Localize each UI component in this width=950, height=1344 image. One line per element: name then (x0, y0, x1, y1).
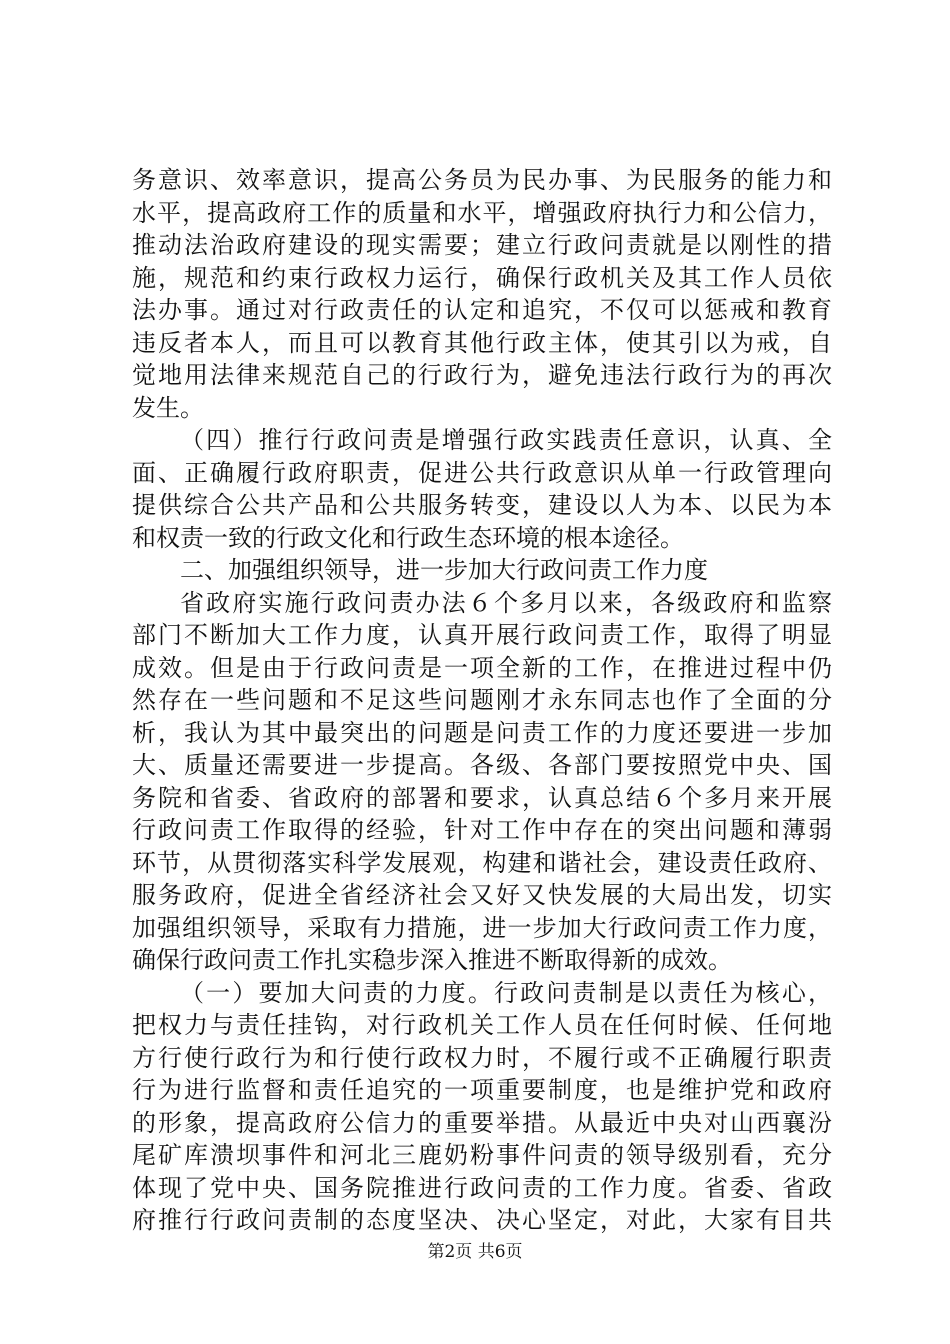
text-line: 然存在一些问题和不足这些问题刚才永东同志也作了全面的分 (132, 686, 832, 714)
page-number-footer: 第2页 共6页 (427, 1242, 523, 1262)
text-line: （四）推行行政问责是增强行政实践责任意识，认真、全 (180, 426, 832, 454)
text-line: 析，我认为其中最突出的问题是问责工作的力度还要进一步加 (132, 718, 832, 747)
text-line: 法办事。通过对行政责任的认定和追究，不仅可以惩戒和教育 (132, 296, 832, 324)
text-line: 确保行政问责工作扎实稳步深入推进不断取得新的成效。 (132, 946, 732, 974)
text-line: 的形象，提高政府公信力的重要举措。从最近中央对山西襄汾 (132, 1108, 832, 1137)
text-line: 推动法治政府建设的现实需要；建立行政问责就是以刚性的措 (132, 231, 832, 259)
text-line: 体现了党中央、国务院推进行政问责的工作力度。省委、省政 (132, 1173, 832, 1202)
text-line: （一）要加大问责的力度。行政问责制是以责任为核心， (180, 978, 832, 1007)
text-line: 提供综合公共产品和公共服务转变，建设以人为本、以民为本 (132, 491, 832, 519)
text-line: 发生。 (132, 393, 204, 422)
text-line: 务院和省委、省政府的部署和要求，认真总结６个多月来开展 (132, 783, 832, 812)
text-line: 行政问责工作取得的经验，针对工作中存在的突出问题和薄弱 (132, 816, 832, 844)
text-line: 面、正确履行政府职责，促进公共行政意识从单一行政管理向 (132, 458, 832, 487)
text-line: 加强组织领导，采取有力措施，进一步加大行政问责工作力度， (132, 913, 832, 942)
text-line: 成效。但是由于行政问责是一项全新的工作，在推进过程中仍 (132, 653, 832, 682)
text-line: 务意识、效率意识，提高公务员为民办事、为民服务的能力和 (132, 166, 832, 194)
text-line: 服务政府，促进全省经济社会又好又快发展的大局出发，切实 (132, 881, 832, 909)
section-heading: 二、加强组织领导，进一步加大行政问责工作力度 (180, 556, 708, 584)
text-line: 违反者本人，而且可以教育其他行政主体，使其引以为戒，自 (132, 328, 832, 357)
text-line: 尾矿库溃坝事件和河北三鹿奶粉事件问责的领导级别看，充分 (132, 1141, 832, 1169)
text-line: 觉地用法律来规范自己的行政行为，避免违法行政行为的再次 (132, 361, 832, 389)
text-line: 环节，从贯彻落实科学发展观，构建和谐社会，建设责任政府、 (132, 848, 832, 877)
text-line: 行为进行监督和责任追究的一项重要制度，也是维护党和政府 (132, 1076, 832, 1104)
text-line: 大、质量还需要进一步提高。各级、各部门要按照党中央、国 (132, 751, 832, 779)
text-line: 水平，提高政府工作的质量和水平，增强政府执行力和公信力， (132, 198, 832, 227)
text-line: 方行使行政行为和行使行政权力时，不履行或不正确履行职责 (132, 1043, 832, 1072)
text-line: 施，规范和约束行政权力运行，确保行政机关及其工作人员依 (132, 263, 832, 292)
text-line: 府推行行政问责制的态度坚决、决心坚定，对此，大家有目共 (132, 1206, 832, 1234)
text-line: 省政府实施行政问责办法６个多月以来，各级政府和监察 (180, 588, 832, 617)
text-line: 把权力与责任挂钩，对行政机关工作人员在任何时候、任何地 (132, 1011, 832, 1039)
text-line: 和权责一致的行政文化和行政生态环境的根本途径。 (132, 523, 684, 552)
text-line: 部门不断加大工作力度，认真开展行政问责工作，取得了明显 (132, 621, 832, 649)
document-body (132, 164, 832, 1237)
